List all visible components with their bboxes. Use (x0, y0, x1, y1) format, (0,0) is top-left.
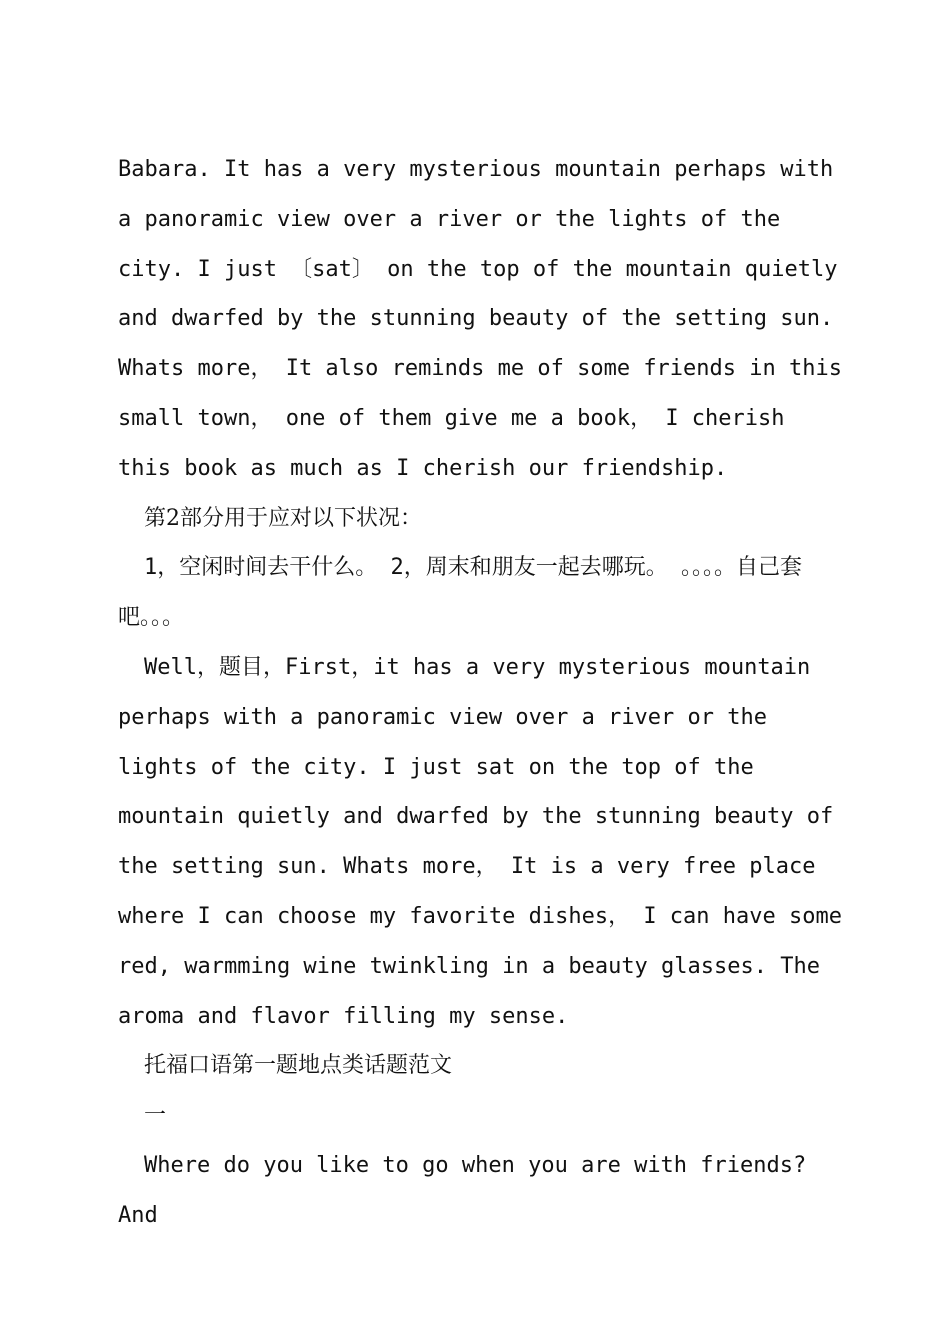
paragraph-question: Where do you like to go when you are with friends? And (118, 1152, 807, 1228)
paragraph-babara: Babara. It has a very mysterious mountain perhaps with a panoramic view over a river or the lights of the city. I just 〔sat〕 on the top of the mountain quietly and dwarfed by the stunning beauty of the setting sun. Whats more， It also reminds me of some friends in this small town， one of them give me a book， I cherish this book as much as I cherish our friendship. (118, 157, 842, 481)
paragraph-part2-heading: 第2部分用于应对以下状况： (144, 505, 422, 531)
section-number-one: 一 (144, 1103, 167, 1129)
paragraph-well-first: Well，题目，First，it has a very mysterious mountain perhaps with a panoramic view over a river or the lights of the city. I just sat on the top of the mountain quietly and dwarfed by the stunning beauty of the setting sun. Whats more， It is a very free place where I can choose my favorite dishes， I can have some red, warmming wine twinkling in a beauty glasses. The aroma and flavor filling my sense. (118, 654, 842, 1029)
paragraph-situations: 1，空闲时间去干什么。 2，周末和朋友一起去哪玩。 。。。。自己套吧。。。 (118, 555, 802, 631)
section-title-toefl-speaking: 托福口语第一题地点类话题范文 (144, 1053, 453, 1079)
document-body (118, 145, 848, 1241)
